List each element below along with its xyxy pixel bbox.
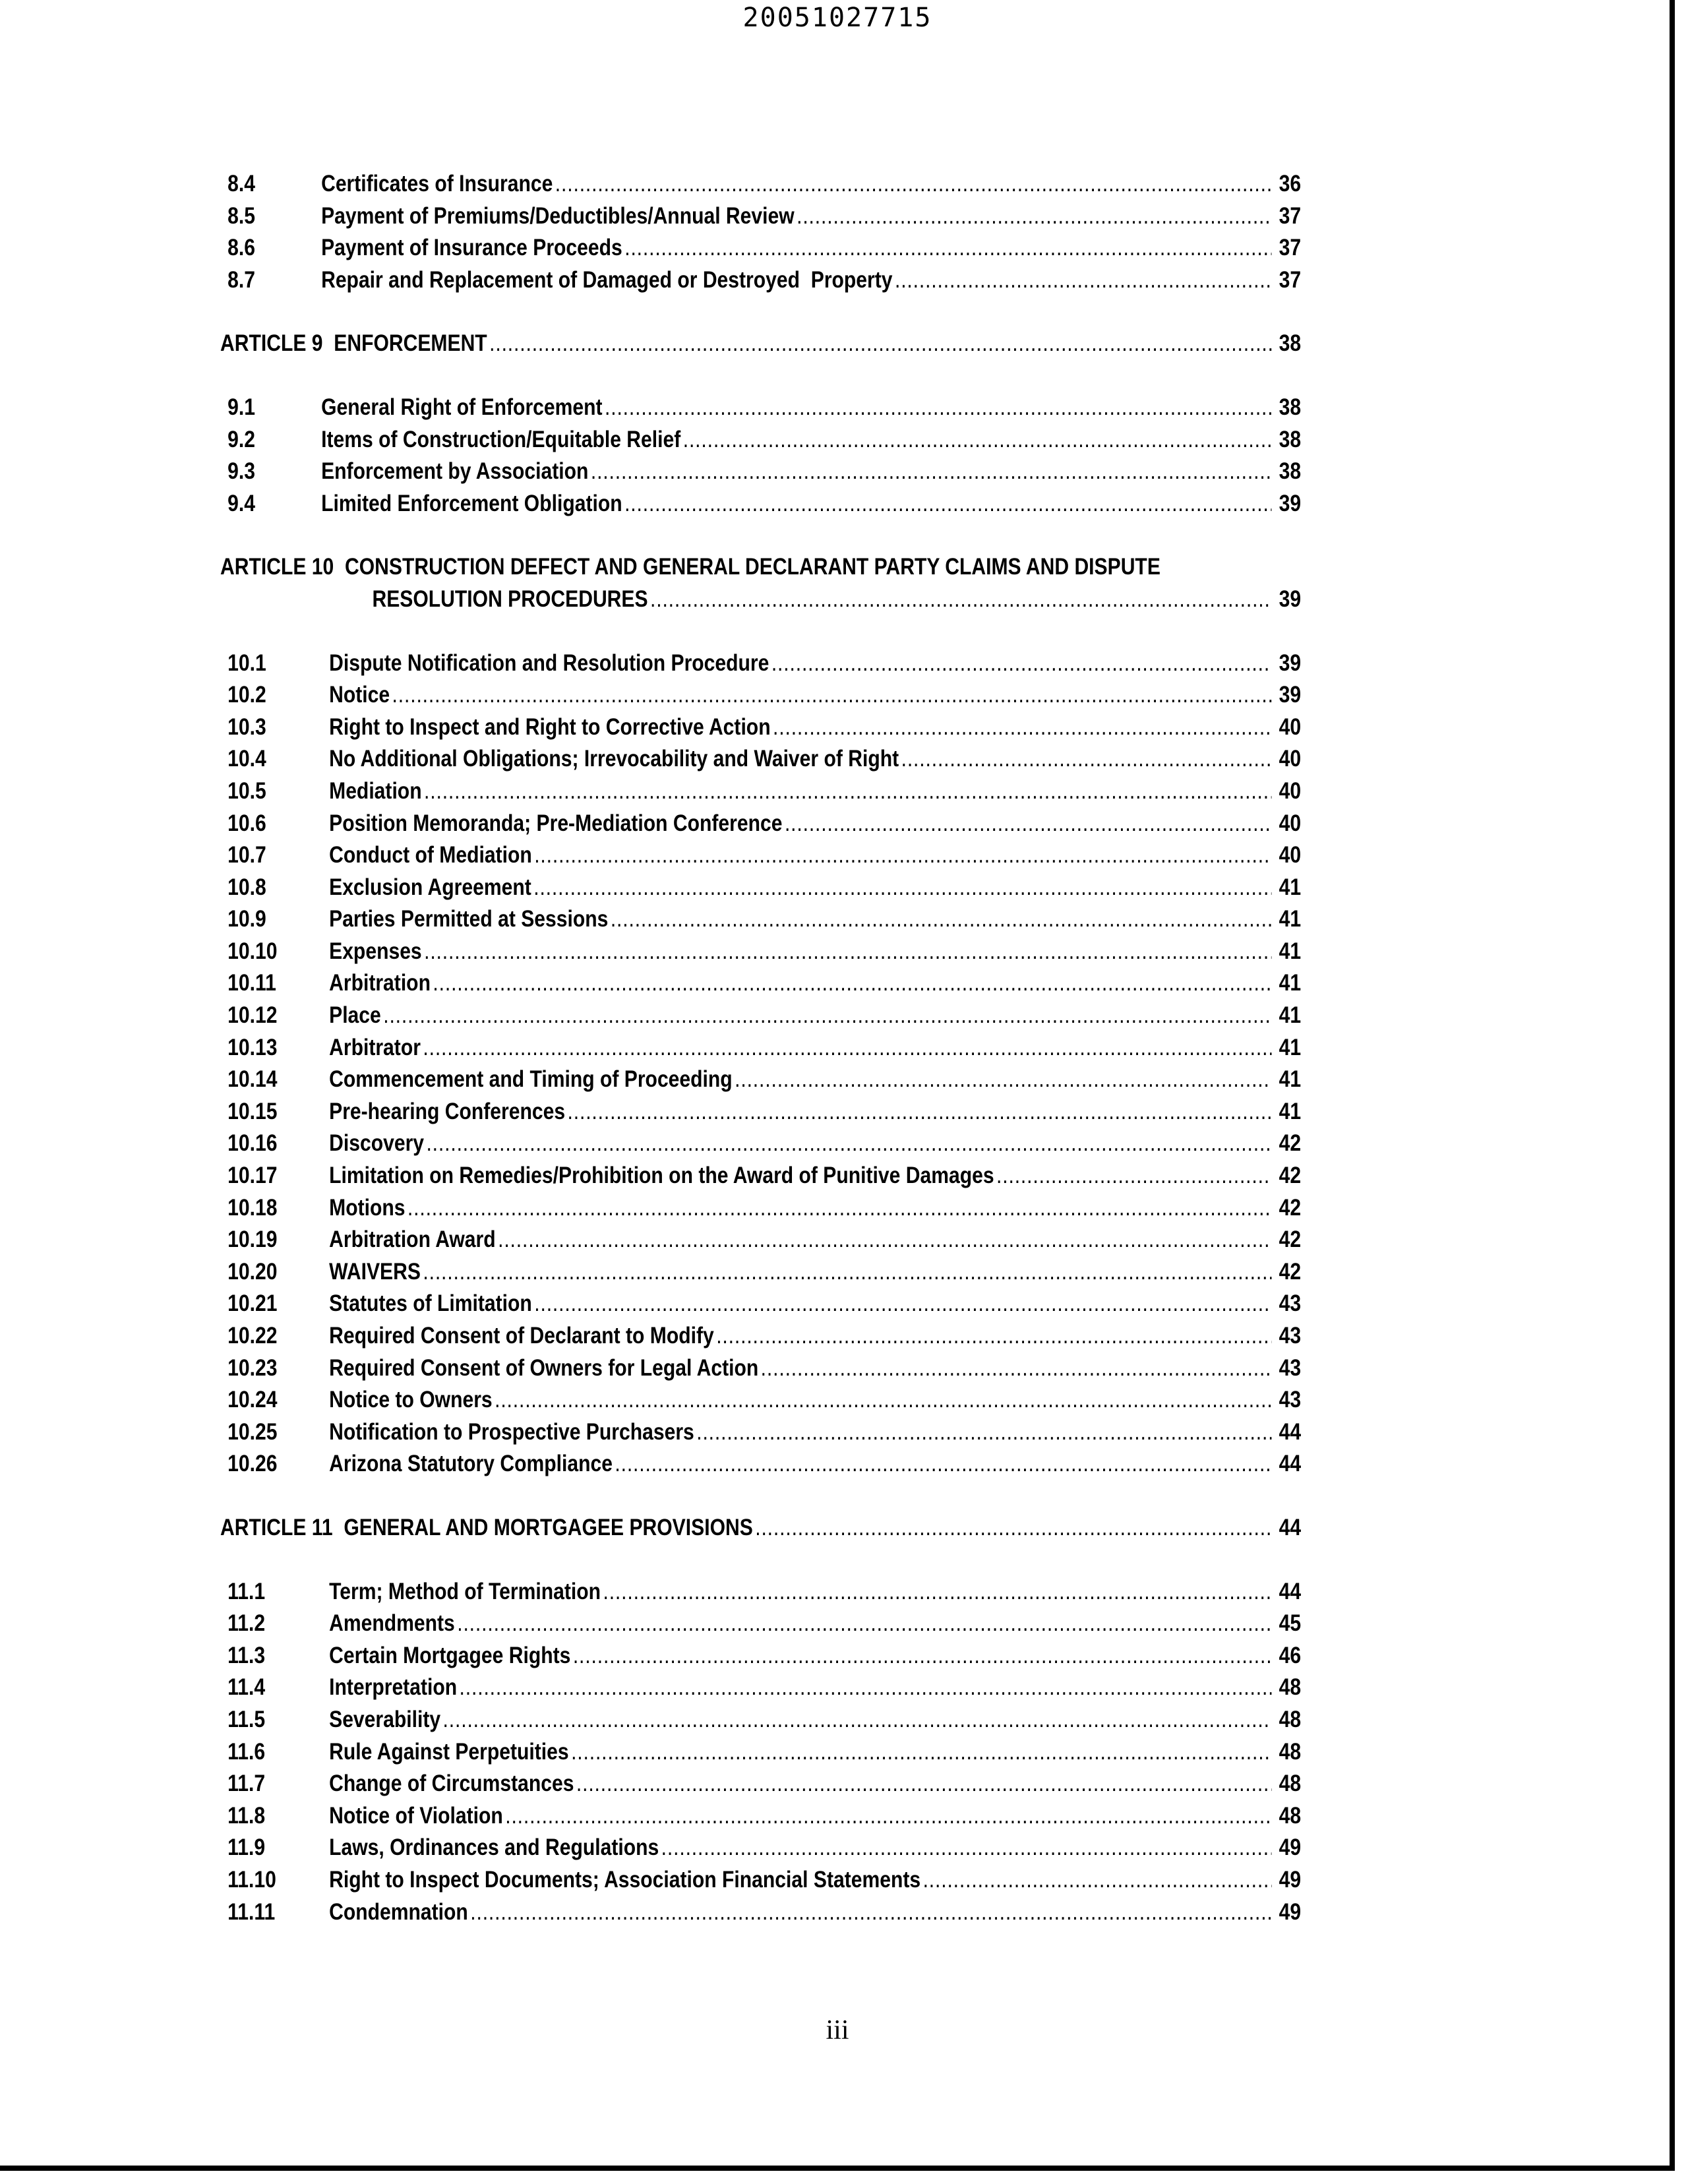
page-number: 41 — [1279, 1002, 1302, 1029]
toc-entry — [220, 839, 1301, 872]
section-title: Term; Method of Termination — [329, 1578, 601, 1604]
page-number: 37 — [1279, 235, 1302, 261]
section-number: 10.4 — [227, 746, 266, 772]
section-number: 10.3 — [227, 713, 266, 740]
section-number: 11.4 — [227, 1674, 266, 1701]
toc-entry — [220, 1704, 1301, 1736]
section-number: 11.10 — [227, 1866, 276, 1893]
section-number: 10.5 — [227, 777, 266, 804]
page-number: 43 — [1279, 1354, 1302, 1381]
section-title: Notification to Prospective Purchasers — [329, 1418, 694, 1445]
dot-leader — [755, 1512, 1271, 1544]
toc-entry — [220, 1832, 1301, 1864]
section-number: 10.18 — [227, 1194, 278, 1221]
section-title: Motions — [329, 1194, 406, 1221]
page-number: 38 — [1279, 330, 1302, 357]
dot-leader — [923, 1864, 1272, 1896]
dot-leader — [611, 903, 1272, 936]
toc-entry — [220, 1128, 1301, 1160]
dot-leader — [901, 743, 1272, 775]
spacer — [220, 296, 1301, 328]
section-number: 10.1 — [227, 650, 266, 676]
toc-entry — [220, 775, 1301, 808]
dot-leader — [423, 1032, 1271, 1064]
toc-entry — [220, 232, 1301, 264]
dot-leader — [603, 1576, 1271, 1608]
dot-leader — [735, 1064, 1271, 1096]
toc-entry — [220, 1000, 1301, 1032]
page-number: 46 — [1279, 1642, 1302, 1668]
toc-entry — [220, 1352, 1301, 1385]
page-number: 38 — [1279, 458, 1302, 485]
page-number: 40 — [1279, 842, 1302, 868]
section-number: 10.16 — [227, 1130, 278, 1157]
article-10-heading — [220, 551, 1301, 615]
page-number: 40 — [1279, 810, 1302, 836]
toc-entry — [220, 648, 1301, 680]
page-number: 42 — [1279, 1163, 1302, 1189]
section-title: Discovery — [329, 1130, 425, 1157]
dot-leader — [423, 1256, 1271, 1289]
toc-entry — [220, 1032, 1301, 1064]
page-number: 36 — [1279, 171, 1302, 197]
section-number: 10.19 — [227, 1227, 278, 1253]
dot-leader — [624, 232, 1271, 264]
section-number: 11.6 — [227, 1738, 266, 1765]
toc-entry — [220, 1672, 1301, 1704]
section-title: Position Memoranda; Pre-Mediation Conference — [329, 810, 783, 836]
page-number: 37 — [1279, 266, 1302, 293]
page-number: 41 — [1279, 1098, 1302, 1124]
toc-entry — [220, 872, 1301, 904]
section-title: Arbitration Award — [329, 1227, 496, 1253]
section-number: 10.8 — [227, 874, 266, 900]
section-title: Notice to Owners — [329, 1387, 493, 1413]
spacer — [220, 1544, 1301, 1576]
section-number: 11.11 — [227, 1898, 276, 1925]
section-number: 8.4 — [227, 171, 256, 197]
toc-entry — [220, 1224, 1301, 1256]
dot-leader — [591, 456, 1272, 488]
spacer — [220, 360, 1301, 392]
page-number: 44 — [1279, 1514, 1302, 1540]
dot-leader — [457, 1608, 1271, 1640]
page-number: 44 — [1279, 1418, 1302, 1445]
dot-leader — [407, 1192, 1272, 1225]
dot-leader — [568, 1096, 1272, 1128]
page-number: 39 — [1279, 682, 1302, 708]
section-title: Severability — [329, 1706, 441, 1732]
page-number: 38 — [1279, 426, 1302, 452]
document-number: 20051027715 — [742, 3, 932, 33]
page-number: 49 — [1279, 1866, 1302, 1893]
toc-entry — [220, 168, 1301, 200]
page-number: 48 — [1279, 1771, 1302, 1797]
article-title-line-2: RESOLUTION PROCEDURES — [372, 586, 648, 612]
section-number: 10.24 — [227, 1387, 278, 1413]
dot-leader — [505, 1800, 1271, 1833]
dot-leader — [383, 1000, 1271, 1032]
section-title: Payment of Insurance Proceeds — [321, 235, 622, 261]
page-number: 40 — [1279, 777, 1302, 804]
section-number: 10.10 — [227, 938, 278, 964]
page-number: 43 — [1279, 1323, 1302, 1349]
toc-entry — [220, 743, 1301, 775]
section-title: Conduct of Mediation — [329, 842, 532, 868]
page-number: 42 — [1279, 1130, 1302, 1157]
toc-entry — [220, 424, 1301, 456]
dot-leader — [605, 392, 1271, 424]
section-title: Exclusion Agreement — [329, 874, 531, 900]
dot-leader — [624, 488, 1271, 520]
page-number: 43 — [1279, 1387, 1302, 1413]
section-title: Limitation on Remedies/Prohibition on the Award of Punitive Damages — [329, 1163, 994, 1189]
section-title: Arbitrator — [329, 1034, 421, 1060]
article-title: ARTICLE 11 GENERAL AND MORTGAGEE PROVISIONS — [220, 1514, 753, 1540]
section-title: Arizona Statutory Compliance — [329, 1451, 613, 1477]
dot-leader — [534, 839, 1271, 872]
section-title: Items of Construction/Equitable Relief — [321, 426, 681, 452]
dot-leader — [534, 1288, 1271, 1320]
toc-entry — [220, 1064, 1301, 1096]
section-title: Pre-hearing Conferences — [329, 1098, 566, 1124]
section-title: Commencement and Timing of Proceeding — [329, 1066, 733, 1093]
toc-entry — [220, 1768, 1301, 1800]
page-number: 38 — [1279, 394, 1302, 420]
section-title: Dispute Notification and Resolution Procedure — [329, 650, 769, 676]
page-number: 37 — [1279, 202, 1302, 229]
section-number: 11.8 — [227, 1802, 266, 1829]
toc-entry — [220, 1896, 1301, 1929]
toc-entry — [220, 1384, 1301, 1416]
page-number: 41 — [1279, 938, 1302, 964]
dot-leader — [470, 1896, 1271, 1929]
dot-leader — [426, 1128, 1271, 1160]
toc-entry — [220, 712, 1301, 744]
section-title: Notice of Violation — [329, 1802, 503, 1829]
toc-entry — [220, 1448, 1301, 1480]
section-number: 10.15 — [227, 1098, 278, 1124]
toc-entry — [220, 1800, 1301, 1833]
section-number: 8.5 — [227, 202, 256, 229]
dot-leader — [996, 1160, 1271, 1192]
section-number: 10.26 — [227, 1451, 278, 1477]
dot-leader — [696, 1416, 1271, 1449]
page-number: 48 — [1279, 1674, 1302, 1701]
page-number: 42 — [1279, 1194, 1302, 1221]
toc-entry — [220, 1576, 1301, 1608]
dot-leader — [650, 584, 1271, 616]
section-title: Mediation — [329, 777, 422, 804]
section-title: Notice — [329, 682, 390, 708]
section-title: Certificates of Insurance — [321, 171, 553, 197]
section-number: 11.1 — [227, 1578, 266, 1604]
dot-leader — [773, 712, 1271, 744]
section-title: Change of Circumstances — [329, 1771, 574, 1797]
toc-entry — [220, 456, 1301, 488]
page-footer-number: iii — [826, 2015, 849, 2046]
page-number: 45 — [1279, 1610, 1302, 1637]
section-title: Amendments — [329, 1610, 455, 1637]
section-title: Expenses — [329, 938, 422, 964]
section-number: 8.7 — [227, 266, 256, 293]
dot-leader — [573, 1640, 1272, 1672]
article-11-heading — [220, 1512, 1301, 1544]
toc-entry — [220, 1864, 1301, 1896]
page-number: 41 — [1279, 874, 1302, 900]
page-number: 49 — [1279, 1898, 1302, 1925]
page-number: 43 — [1279, 1290, 1302, 1317]
section-number: 10.11 — [227, 970, 276, 996]
section-number: 10.14 — [227, 1066, 278, 1093]
dot-leader — [716, 1320, 1271, 1352]
article-title: ARTICLE 9 ENFORCEMENT — [220, 330, 487, 357]
dot-leader — [555, 168, 1272, 200]
article-8-section-list — [220, 168, 1301, 296]
article-10-section-list — [220, 648, 1301, 1480]
toc-entry — [220, 1160, 1301, 1192]
spacer — [220, 1480, 1301, 1512]
page-number: 39 — [1279, 586, 1302, 612]
toc-entry — [220, 808, 1301, 840]
section-number: 9.1 — [227, 394, 256, 420]
dot-leader — [683, 424, 1272, 456]
section-title: Payment of Premiums/Deductibles/Annual Review — [321, 202, 795, 229]
dot-leader — [424, 775, 1271, 808]
article-title-line-1: ARTICLE 10 CONSTRUCTION DEFECT AND GENERAL DECLARANT PARTY CLAIMS AND DISPUTE — [220, 554, 1160, 580]
section-number: 11.7 — [227, 1771, 266, 1797]
section-number: 10.20 — [227, 1258, 278, 1285]
page-number: 39 — [1279, 490, 1302, 516]
section-number: 9.4 — [227, 490, 256, 516]
section-number: 10.13 — [227, 1034, 278, 1060]
section-number: 10.2 — [227, 682, 266, 708]
table-of-contents — [220, 168, 1301, 1928]
section-number: 11.5 — [227, 1706, 266, 1732]
toc-entry — [220, 1192, 1301, 1225]
page-number: 44 — [1279, 1578, 1302, 1604]
page-number: 42 — [1279, 1258, 1302, 1285]
dot-leader — [895, 264, 1271, 297]
spacer — [220, 520, 1301, 551]
toc-entry — [220, 1736, 1301, 1769]
dot-leader — [797, 200, 1271, 233]
section-number: 10.25 — [227, 1418, 278, 1445]
section-title: Enforcement by Association — [321, 458, 589, 485]
section-title: Right to Inspect and Right to Corrective Action — [329, 713, 771, 740]
section-title: Repair and Replacement of Damaged or Destroyed Property — [321, 266, 893, 293]
page-number: 41 — [1279, 1034, 1302, 1060]
page-number: 39 — [1279, 650, 1302, 676]
section-number: 10.23 — [227, 1354, 278, 1381]
dot-leader — [615, 1448, 1271, 1480]
section-number: 10.9 — [227, 906, 266, 932]
section-title: Place — [329, 1002, 381, 1029]
section-number: 11.9 — [227, 1835, 266, 1861]
section-title: Required Consent of Owners for Legal Action — [329, 1354, 759, 1381]
toc-entry — [220, 1608, 1301, 1640]
dot-leader — [433, 967, 1271, 1000]
section-number: 10.22 — [227, 1323, 278, 1349]
section-number: 11.2 — [227, 1610, 266, 1637]
spacer — [220, 616, 1301, 648]
toc-entry — [220, 200, 1301, 233]
article-9-section-list — [220, 392, 1301, 520]
toc-entry — [220, 1096, 1301, 1128]
section-number: 10.12 — [227, 1002, 278, 1029]
section-title: Right to Inspect Documents; Association Financial Statements — [329, 1866, 921, 1893]
section-number: 9.2 — [227, 426, 256, 452]
section-title: Condemnation — [329, 1898, 468, 1925]
dot-leader — [392, 679, 1272, 712]
toc-entry — [220, 1288, 1301, 1320]
dot-leader — [533, 872, 1271, 904]
article-9-heading — [220, 328, 1301, 360]
dot-leader — [576, 1768, 1272, 1800]
article-title-line-2-row — [220, 584, 1301, 616]
section-title: Certain Mortgagee Rights — [329, 1642, 571, 1668]
toc-entry — [220, 903, 1301, 936]
page-number: 49 — [1279, 1835, 1302, 1861]
toc-entry — [220, 1640, 1301, 1672]
toc-entry — [220, 1320, 1301, 1352]
toc-entry — [220, 488, 1301, 520]
dot-leader — [661, 1832, 1272, 1864]
toc-entry — [220, 392, 1301, 424]
section-title: General Right of Enforcement — [321, 394, 603, 420]
dot-leader — [424, 936, 1271, 968]
page-number: 41 — [1279, 1066, 1302, 1093]
dot-leader — [460, 1672, 1272, 1704]
section-number: 8.6 — [227, 235, 256, 261]
section-number: 10.7 — [227, 842, 266, 868]
section-title: Interpretation — [329, 1674, 458, 1701]
section-title: Laws, Ordinances and Regulations — [329, 1835, 659, 1861]
toc-entry — [220, 264, 1301, 297]
dot-leader — [495, 1384, 1271, 1416]
dot-leader — [761, 1352, 1272, 1385]
section-title: No Additional Obligations; Irrevocability and Waiver of Right — [329, 746, 899, 772]
section-number: 11.3 — [227, 1642, 266, 1668]
toc-entry — [220, 679, 1301, 712]
section-number: 9.3 — [227, 458, 256, 485]
toc-entry — [220, 1256, 1301, 1289]
page-number: 44 — [1279, 1451, 1302, 1477]
dot-leader — [443, 1704, 1272, 1736]
page-number: 48 — [1279, 1706, 1302, 1732]
page-number: 42 — [1279, 1227, 1302, 1253]
page-number: 41 — [1279, 970, 1302, 996]
section-title: Required Consent of Declarant to Modify — [329, 1323, 714, 1349]
dot-leader — [489, 328, 1271, 360]
dot-leader — [571, 1736, 1271, 1769]
page-number: 41 — [1279, 906, 1302, 932]
section-title: Statutes of Limitation — [329, 1290, 532, 1317]
section-number: 10.6 — [227, 810, 266, 836]
section-title: WAIVERS — [329, 1258, 421, 1285]
dot-leader — [785, 808, 1271, 840]
page-number: 40 — [1279, 746, 1302, 772]
dot-leader — [771, 648, 1272, 680]
toc-entry — [220, 967, 1301, 1000]
section-title: Parties Permitted at Sessions — [329, 906, 609, 932]
section-number: 10.21 — [227, 1290, 278, 1317]
article-11-section-list — [220, 1576, 1301, 1929]
toc-entry — [220, 936, 1301, 968]
section-number: 10.17 — [227, 1163, 278, 1189]
section-title: Rule Against Perpetuities — [329, 1738, 569, 1765]
page-number: 48 — [1279, 1802, 1302, 1829]
dot-leader — [498, 1224, 1271, 1256]
toc-entry — [220, 1416, 1301, 1449]
page-number: 48 — [1279, 1738, 1302, 1765]
page-number: 40 — [1279, 713, 1302, 740]
section-title: Arbitration — [329, 970, 431, 996]
section-title: Limited Enforcement Obligation — [321, 490, 622, 516]
